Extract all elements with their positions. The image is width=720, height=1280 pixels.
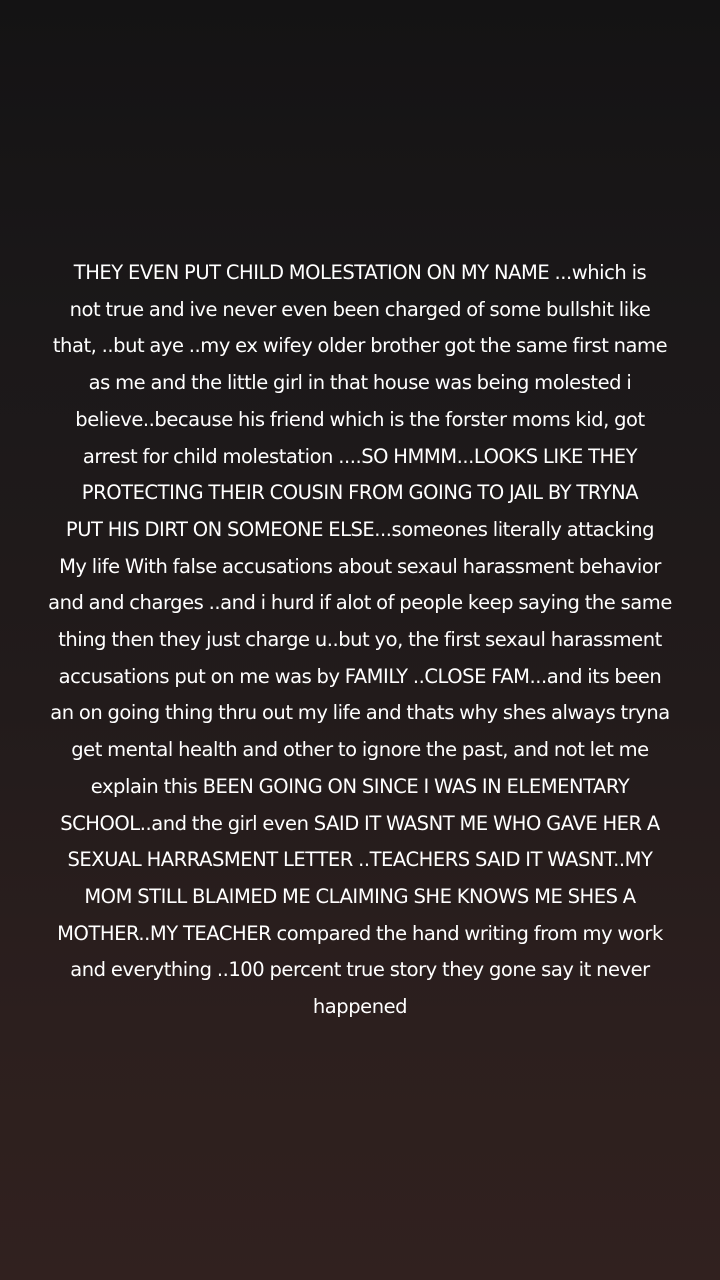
story-line: accusations put on me was by FAMILY ..CLOSE FAM...and its been: [58, 664, 662, 688]
story-line: arrest for child molestation ....SO HMMM...LOOKS LIKE THEY: [82, 444, 638, 468]
story-line: and everything ..100 percent true story they gone say it never: [70, 958, 650, 982]
story-line: MOTHER..MY TEACHER compared the hand writing from my work: [57, 921, 663, 945]
story-line: that, ..but aye ..my ex wifey older brother got the same first name: [52, 334, 668, 358]
story-text-block: [30, 255, 690, 1026]
story-line: an on going thing thru out my life and thats why shes always tryna: [50, 701, 670, 725]
story-line: THEY EVEN PUT CHILD MOLESTATION ON MY NAME ...which is: [73, 261, 647, 284]
story-line: get mental health and other to ignore the past, and not let me: [71, 738, 649, 762]
story-line: explain this BEEN GOING ON SINCE I WAS IN ELEMENTARY: [90, 774, 630, 798]
story-line: SCHOOL..and the girl even SAID IT WASNT ME WHO GAVE HER A: [60, 811, 660, 835]
story-line: not true and ive never even been charged of some bullshit like: [69, 297, 651, 321]
story-line: and and charges ..and i hurd if alot of people keep saying the same: [48, 591, 672, 615]
story-line: believe..because his friend which is the forster moms kid, got: [75, 407, 645, 431]
story-line: SEXUAL HARRASMENT LETTER ..TEACHERS SAID IT WASNT..MY: [67, 848, 653, 872]
story-line: PROTECTING THEIR COUSIN FROM GOING TO JAIL BY TRYNA: [81, 481, 639, 505]
story-line: thing then they just charge u..but yo, the first sexaul harassment: [58, 628, 662, 652]
story-line: My life With false accusations about sexaul harassment behavior: [59, 554, 661, 578]
story-line: happened: [312, 995, 408, 1019]
story-line: as me and the little girl in that house was being molested i: [88, 371, 632, 395]
story-line: PUT HIS DIRT ON SOMEONE ELSE...someones literally attacking: [65, 517, 655, 541]
story-line: MOM STILL BLAIMED ME CLAIMING SHE KNOWS ME SHES A: [84, 884, 636, 908]
